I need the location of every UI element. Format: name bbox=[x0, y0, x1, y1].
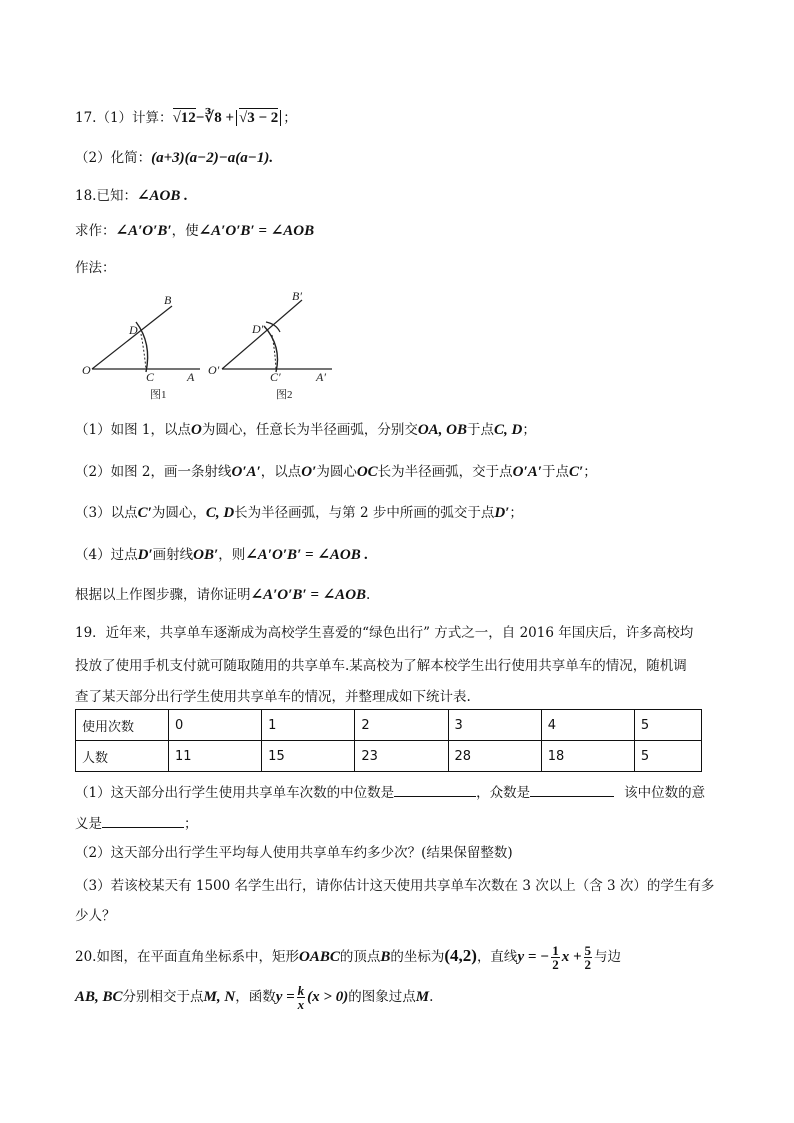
table-cell: 23 bbox=[355, 741, 448, 772]
fig2-arc bbox=[264, 326, 278, 372]
q18-known-expr: ∠AOB . bbox=[136, 188, 188, 204]
q18-step1-b: 为圆心，任意长为半径画弧，分别交 bbox=[201, 422, 418, 438]
q18-step3-a: （3）以点 bbox=[75, 505, 138, 521]
fig1-caption: 图1 bbox=[150, 389, 167, 401]
q20-g: ，函数 bbox=[235, 989, 276, 1005]
q18-known bbox=[75, 186, 188, 206]
fig2-label-a: A′ bbox=[316, 370, 326, 384]
q19-sub3-a: （3）若该校某天有 1500 名学生出行，请你估计这天使用共享单车次数在 3 次以上（含 3 次）的学生有多 bbox=[75, 878, 715, 894]
q18-known-label: 18.已知： bbox=[75, 188, 137, 204]
q20-frac-2 bbox=[584, 944, 593, 971]
table-header-cell: 使用次数 bbox=[76, 710, 169, 741]
q18-step2-cp: C′ bbox=[568, 464, 584, 480]
fig1-label-c: C bbox=[146, 370, 155, 384]
q20-coord: (4,2) bbox=[444, 946, 477, 965]
q18-step4-b: 画射线 bbox=[152, 547, 194, 563]
table-cell: 1 bbox=[262, 710, 355, 741]
table-header-cell: 人数 bbox=[76, 741, 169, 772]
q18-step2-oc: OC bbox=[356, 464, 378, 480]
q20-f: 分别相交于点 bbox=[122, 989, 204, 1005]
q18-step3 bbox=[75, 503, 523, 523]
q17-expr-sqrt12 bbox=[173, 108, 196, 126]
q17-cuberoot: −∛8 + bbox=[195, 110, 234, 126]
table-cell: 0 bbox=[169, 710, 262, 741]
q18-step1-cd: C, D bbox=[494, 422, 523, 438]
q18-method-label: 作法： bbox=[75, 260, 116, 276]
q18-construct-label: 求作： bbox=[75, 223, 116, 239]
fig1-label-b: B bbox=[164, 293, 172, 307]
q20-frac1-num: 1 bbox=[552, 943, 559, 958]
table-cell: 18 bbox=[541, 741, 634, 772]
q19-sub1 bbox=[75, 782, 705, 803]
q18-step4-expr: ∠A′O′B′ = ∠AOB . bbox=[245, 547, 369, 563]
q19-para-3: 查了某天部分出行学生使用共享单车的情况，并整理成如下统计表. bbox=[75, 689, 471, 705]
q20-b: 的顶点 bbox=[339, 949, 381, 965]
q18-step3-d: ； bbox=[509, 505, 523, 521]
q20-line2 bbox=[75, 982, 433, 1012]
fig1-label-d: D bbox=[129, 323, 138, 337]
q18-step2-f: ； bbox=[583, 464, 597, 480]
table-cell: 28 bbox=[448, 741, 541, 772]
q19-s1-e: ； bbox=[184, 816, 198, 832]
q19-s1-b: ，众数是 bbox=[476, 785, 531, 801]
q17-part1 bbox=[75, 108, 297, 128]
q20-line-mid: x + bbox=[561, 949, 582, 965]
q17-part2-label: （2）化简： bbox=[75, 150, 152, 166]
q18-step4-dp: D′ bbox=[137, 547, 153, 563]
answer-blank-mode[interactable] bbox=[530, 782, 614, 797]
table-cell: 5 bbox=[634, 741, 701, 772]
q18-figure bbox=[80, 288, 360, 403]
q18-step4 bbox=[75, 545, 368, 565]
table-row bbox=[76, 710, 702, 741]
q18-step2-b: ，以点 bbox=[260, 464, 302, 480]
q20-frac1-den: 2 bbox=[552, 957, 559, 972]
q18-step3-cd: C, D bbox=[205, 505, 235, 521]
q20-line1 bbox=[75, 941, 621, 972]
q19-s1-c: 该中位数的意 bbox=[624, 785, 706, 801]
q17-part1-end: ； bbox=[283, 110, 297, 126]
q18-step3-c: 长为半径画弧，与第 2 步中所画的弧交于点 bbox=[234, 505, 495, 521]
fig2-label-d: D′ bbox=[252, 322, 264, 336]
q18-step2-oa2: O′A′ bbox=[512, 464, 542, 480]
q20-frac-1 bbox=[551, 944, 560, 971]
q18-step2-o: O′ bbox=[301, 464, 317, 480]
fig2-label-b: B′ bbox=[292, 289, 302, 303]
q19-para-2: 投放了使用手机支付就可随取随用的共享单车.某高校为了解本校学生出行使用共享单车的情况，随机调 bbox=[75, 658, 687, 674]
q18-step1-d: ； bbox=[522, 422, 536, 438]
q18-prove-a: 根据以上作图步骤，请你证明 bbox=[75, 587, 251, 603]
q19-s1-a: （1）这天部分出行学生使用共享单车次数的中位数是 bbox=[75, 785, 395, 801]
table-cell: 11 bbox=[169, 741, 262, 772]
table-cell: 5 bbox=[634, 710, 701, 741]
q18-step2-c: 为圆心 bbox=[316, 464, 357, 480]
table-cell: 15 bbox=[262, 741, 355, 772]
fig1-label-a: A bbox=[187, 370, 195, 384]
q17-part2-expr: (a+3)(a−2)−a(a−1). bbox=[151, 150, 274, 166]
q20-frac-3 bbox=[297, 984, 306, 1011]
q18-method bbox=[75, 258, 116, 278]
fig1-ray-ob bbox=[92, 306, 172, 369]
q18-step2 bbox=[75, 462, 597, 482]
q20-line-lhs: y = − bbox=[517, 949, 550, 965]
q18-step3-b: 为圆心， bbox=[151, 505, 206, 521]
table-cell: 3 bbox=[448, 710, 541, 741]
q18-construct-eq: ∠A′O′B′ = ∠AOB bbox=[198, 223, 315, 239]
fig2-caption: 图2 bbox=[276, 389, 293, 401]
fig2-label-o: O′ bbox=[208, 363, 220, 377]
q18-step4-c: ，则 bbox=[218, 547, 246, 563]
table-cell: 4 bbox=[541, 710, 634, 741]
q18-step2-a: （2）如图 2，画一条射线 bbox=[75, 464, 232, 480]
fig1 bbox=[82, 293, 200, 401]
q18-prove-end: . bbox=[366, 587, 371, 603]
q20-e: 与边 bbox=[594, 949, 622, 965]
q20-mn: M, N bbox=[203, 989, 236, 1005]
q20-b-point: B bbox=[380, 949, 391, 965]
q18-step3-cp: C′ bbox=[137, 505, 152, 521]
q18-construct-angle: ∠A′O′B′ bbox=[115, 223, 172, 239]
q19-stats-table bbox=[75, 709, 702, 772]
q18-step2-d: 长为半径画弧，交于点 bbox=[377, 464, 513, 480]
q20-frac2-den: 2 bbox=[584, 957, 592, 972]
q20-frac3-num: k bbox=[297, 983, 305, 998]
q19-para-1: 19．近年来，共享单车逐渐成为高校学生喜爱的“绿色出行” 方式之一，自 2016 年国庆后，许多高校均 bbox=[75, 625, 694, 641]
q20-m-point: M bbox=[415, 989, 430, 1005]
q18-construct bbox=[75, 221, 314, 241]
q20-end: . bbox=[429, 989, 434, 1005]
q18-step1-c: 于点 bbox=[467, 422, 495, 438]
q17-abs-inner: √3 − 2 bbox=[239, 110, 279, 126]
q18-step2-e: 于点 bbox=[541, 464, 569, 480]
q19-s1-d: 义是 bbox=[75, 816, 102, 832]
q18-step2-oa: O′A′ bbox=[231, 464, 261, 480]
q20-d: ，直线 bbox=[476, 949, 518, 965]
q20-y-eq: y = bbox=[275, 989, 295, 1005]
q18-prove-expr: ∠A′O′B′ = ∠AOB bbox=[250, 587, 367, 603]
fig1-label-o: O bbox=[82, 363, 91, 377]
q20-a: 20.如图，在平面直角坐标系中，矩形 bbox=[75, 949, 299, 965]
q18-prove bbox=[75, 585, 370, 605]
q20-abbc: AB, BC bbox=[75, 989, 123, 1005]
q20-c: 的坐标为 bbox=[390, 949, 445, 965]
q17-abs bbox=[236, 110, 281, 126]
answer-blank-median[interactable] bbox=[394, 782, 476, 797]
q20-frac2-num: 5 bbox=[584, 943, 592, 958]
q19-sub3-b: 少人？ bbox=[75, 908, 116, 924]
q18-step1 bbox=[75, 420, 536, 440]
q18-step1-o: O bbox=[190, 422, 202, 438]
answer-blank-meaning[interactable] bbox=[102, 813, 184, 828]
q17-part1-label: 17.（1）计算： bbox=[75, 110, 173, 126]
q18-step1-oaob: OA, OB bbox=[417, 422, 468, 438]
q19-sub2: （2）这天部分出行学生平均每人使用共享单车约多少次？(结果保留整数) bbox=[75, 845, 513, 861]
q19-sub1-cont bbox=[75, 813, 198, 834]
q18-step4-a: （4）过点 bbox=[75, 547, 138, 563]
q20-frac3-den: x bbox=[297, 997, 305, 1012]
q17-part2 bbox=[75, 148, 273, 168]
table-cell: 2 bbox=[355, 710, 448, 741]
table-row bbox=[76, 741, 702, 772]
q20-h: 的图象过点 bbox=[348, 989, 416, 1005]
fig2-label-c: C′ bbox=[270, 370, 281, 384]
q17-sqrt12: √12 bbox=[172, 110, 196, 126]
q20-cond: (x > 0) bbox=[307, 989, 349, 1005]
q18-step1-a: （1）如图 1，以点 bbox=[75, 422, 191, 438]
q18-step3-dp: D′ bbox=[494, 505, 510, 521]
q18-step4-ob: OB′ bbox=[193, 547, 219, 563]
q20-oabc: OABC bbox=[298, 949, 340, 965]
fig2 bbox=[208, 289, 332, 401]
q18-construct-mid: ，使 bbox=[171, 223, 199, 239]
